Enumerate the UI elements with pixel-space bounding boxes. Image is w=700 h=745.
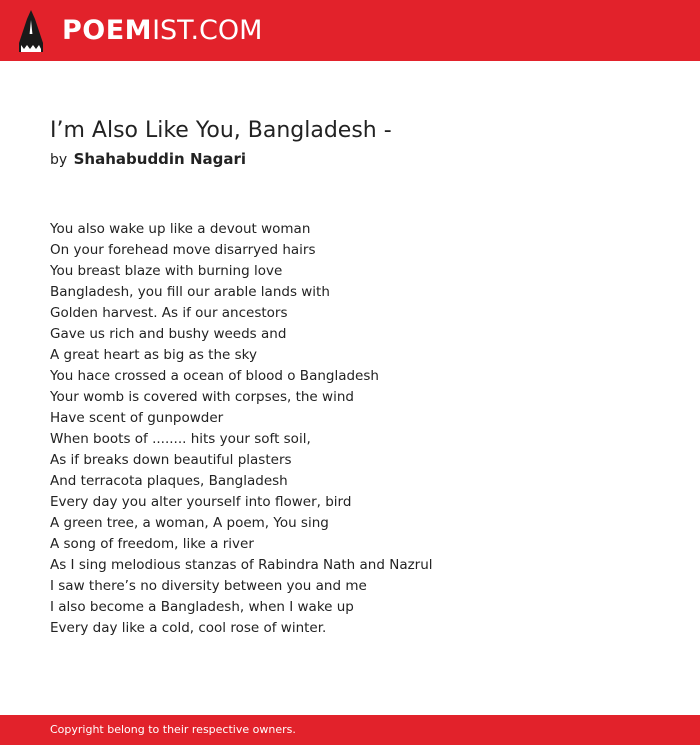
poem-line: Gave us rich and bushy weeds and xyxy=(50,326,287,342)
poem-line: You hace crossed a ocean of blood o Bangladesh xyxy=(50,368,379,384)
poem-line: You breast blaze with burning love xyxy=(50,263,283,279)
poem-line: Your womb is covered with corpses, the wind xyxy=(50,389,354,405)
by-label: by xyxy=(50,152,68,168)
poem-line: Every day you alter yourself into flower, bird xyxy=(50,494,352,510)
poem-line: I saw there’s no diversity between you and me xyxy=(50,578,367,594)
poem-title: I’m Also Like You, Bangladesh - xyxy=(50,118,392,143)
poem-line: You also wake up like a devout woman xyxy=(50,221,311,237)
poem-line: Golden harvest. As if our ancestors xyxy=(50,305,288,321)
copyright-text: Copyright belong to their respective owners. xyxy=(50,723,296,736)
pencil-icon xyxy=(18,10,44,52)
poem-line: A song of freedom, like a river xyxy=(50,536,254,552)
byline xyxy=(50,149,246,170)
logo-bold-text: POEM xyxy=(62,14,153,46)
author-name: Shahabuddin Nagari xyxy=(73,150,247,168)
poem-line: And terracota plaques, Bangladesh xyxy=(50,473,288,489)
poem-line: Bangladesh, you fill our arable lands with xyxy=(50,284,330,300)
poem-line: As I sing melodious stanzas of Rabindra Nath and Nazrul xyxy=(50,557,433,573)
poem-line: On your forehead move disarryed hairs xyxy=(50,242,316,258)
site-header xyxy=(0,0,700,61)
poem-line: A great heart as big as the sky xyxy=(50,347,257,363)
poem-line: Have scent of gunpowder xyxy=(50,410,224,426)
site-footer xyxy=(0,715,700,745)
poem-line: I also become a Bangladesh, when I wake up xyxy=(50,599,354,615)
poem-line: A green tree, a woman, A poem, You sing xyxy=(50,515,329,531)
poem-line: Every day like a cold, cool rose of winter. xyxy=(50,620,327,636)
poem-line: As if breaks down beautiful plasters xyxy=(50,452,292,468)
logo-light-text: IST.COM xyxy=(152,14,263,46)
logo-wordmark xyxy=(62,16,262,46)
poem-body xyxy=(50,219,433,639)
site-logo-link[interactable] xyxy=(18,9,262,52)
poem-line: When boots of ........ hits your soft soil, xyxy=(50,431,311,447)
